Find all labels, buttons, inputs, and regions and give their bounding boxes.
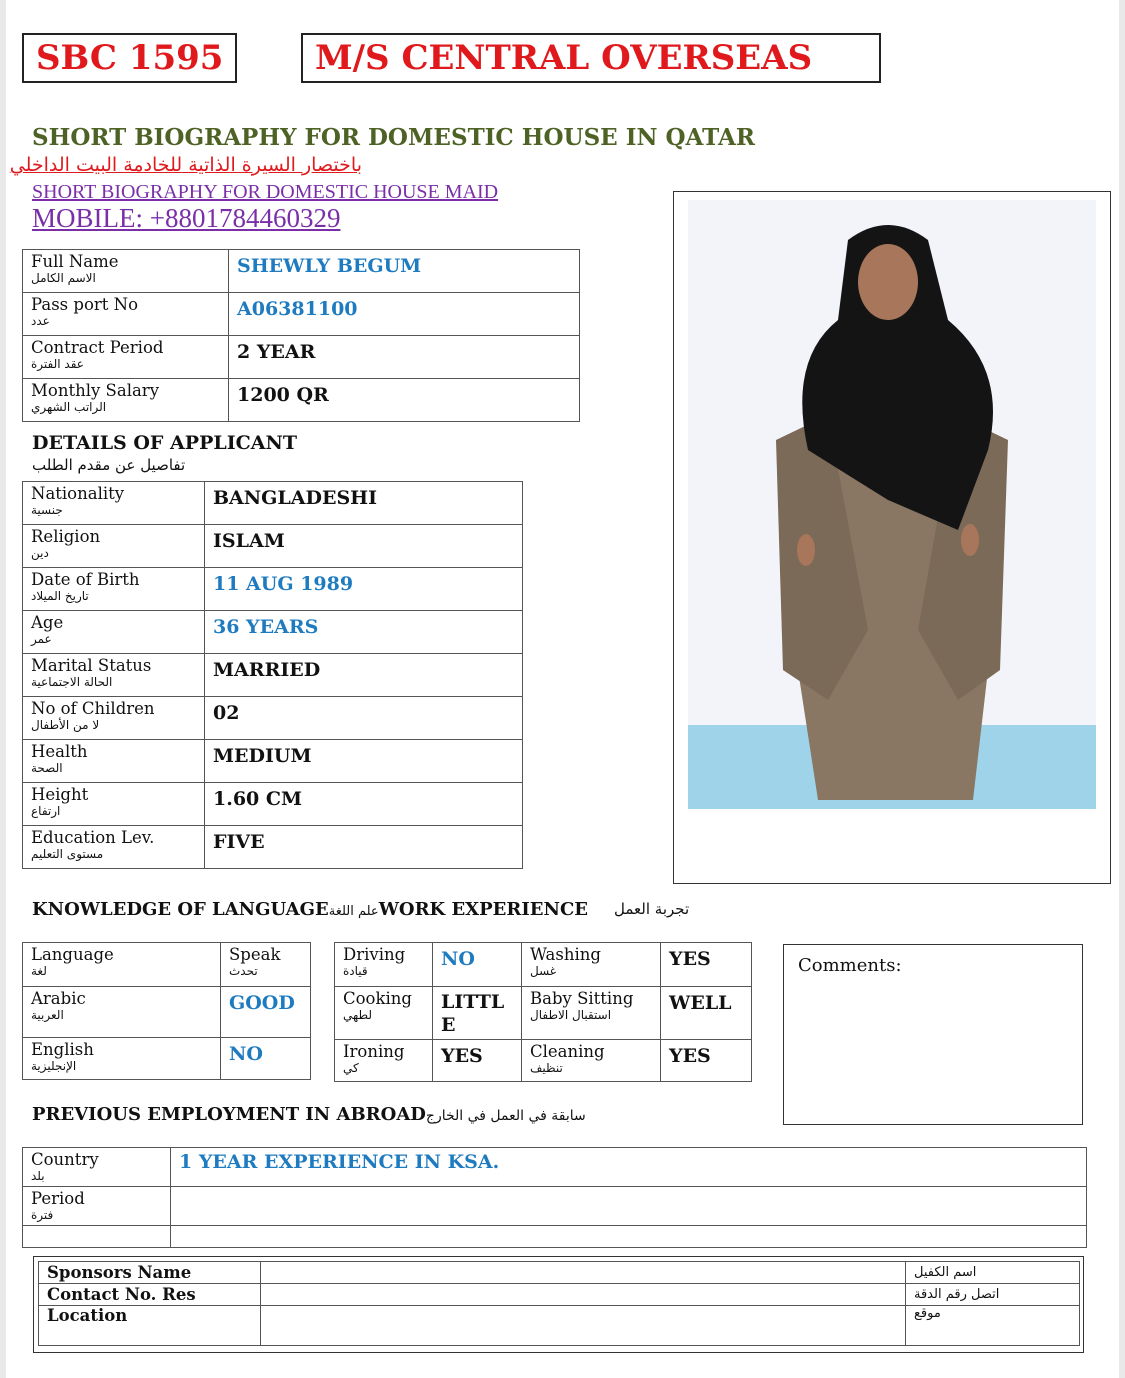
basic-info-value-cell: [229, 250, 580, 293]
work-row: [335, 943, 752, 987]
basic-info-row: [23, 293, 580, 336]
skill-value: YES: [669, 948, 711, 970]
applicant-detail-value-cell: [205, 525, 523, 568]
language-level: GOOD: [229, 992, 295, 1014]
applicant-detail-row: [23, 783, 523, 826]
skill-label-arabic: استقبال الاطفال: [530, 1008, 612, 1022]
basic-info-label-arabic: الاسم الكامل: [31, 271, 96, 285]
location-label: Location: [39, 1306, 261, 1346]
language-heading: KNOWLEDGE OF LANGUAGEعلم اللغةWORK EXPERIENCE: [32, 899, 588, 920]
previous-employment-heading: PREVIOUS EMPLOYMENT IN ABROADسابقة في العمل في الخارج: [32, 1104, 586, 1125]
language-level: NO: [229, 1043, 263, 1065]
applicant-detail-value-cell: [205, 826, 523, 869]
applicant-detail-label-arabic: دين: [31, 546, 49, 560]
skill-label-arabic: تنظيف: [530, 1061, 563, 1075]
basic-info-table: [22, 249, 580, 422]
basic-info-label-cell: [23, 250, 229, 293]
skill-label-arabic: لطهي: [343, 1008, 373, 1022]
applicant-detail-row: [23, 740, 523, 783]
applicant-detail-label-arabic: عمر: [31, 632, 52, 646]
applicant-detail-label-cell: [23, 783, 205, 826]
applicant-detail-value: 36 YEARS: [213, 616, 319, 638]
sponsor-name-label-arabic: اسم الكفيل: [906, 1262, 1080, 1284]
applicant-detail-row: [23, 654, 523, 697]
page-right-edge: [1119, 0, 1125, 1378]
period-label: Period: [31, 1189, 85, 1208]
language-name: English: [31, 1040, 94, 1059]
previous-row: [23, 1148, 1087, 1187]
speak-column-label: Speak: [229, 945, 281, 964]
applicant-photo-illustration: [688, 200, 1096, 809]
applicant-detail-value-cell: [205, 740, 523, 783]
basic-info-value-cell: [229, 379, 580, 422]
skill-label: Baby Sitting: [530, 989, 634, 1008]
period-label-arabic: فترة: [31, 1208, 54, 1222]
sponsor-box: [33, 1256, 1084, 1353]
applicant-detail-row: [23, 826, 523, 869]
contact-label: Contact No. Res: [39, 1284, 261, 1306]
applicant-detail-label: Nationality: [31, 484, 125, 503]
language-name: Arabic: [31, 989, 86, 1008]
skill-label: Washing: [530, 945, 601, 964]
applicant-detail-label-cell: [23, 740, 205, 783]
skill-label: Cleaning: [530, 1042, 605, 1061]
sponsor-row: [39, 1262, 1080, 1284]
basic-info-label-cell: [23, 336, 229, 379]
applicant-detail-value: MARRIED: [213, 659, 321, 681]
work-row: [335, 987, 752, 1040]
applicant-detail-row: [23, 611, 523, 654]
skill-label-arabic: غسل: [530, 964, 557, 978]
applicant-detail-label-cell: [23, 697, 205, 740]
applicant-detail-row: [23, 568, 523, 611]
applicant-detail-row: [23, 697, 523, 740]
sponsor-table: [38, 1261, 1080, 1346]
applicant-detail-row: [23, 525, 523, 568]
applicant-detail-label-arabic: مستوى التعليم: [31, 847, 104, 861]
basic-info-value: 2 YEAR: [237, 341, 316, 363]
location-field[interactable]: [261, 1306, 906, 1346]
applicant-detail-label-cell: [23, 482, 205, 525]
comments-box[interactable]: [783, 944, 1083, 1125]
previous-employment-table: [22, 1147, 1087, 1248]
sponsor-name-field[interactable]: [261, 1262, 906, 1284]
speak-column-label-arabic: تحدث: [229, 964, 258, 978]
basic-info-label: Monthly Salary: [31, 381, 160, 400]
skill-label-arabic: قيادة: [343, 964, 368, 978]
applicant-detail-label: No of Children: [31, 699, 155, 718]
skill-label: Cooking: [343, 989, 412, 1008]
subtitle: SHORT BIOGRAPHY FOR DOMESTIC HOUSE MAID: [32, 181, 499, 203]
applicant-detail-label: Health: [31, 742, 88, 761]
applicant-detail-label: Date of Birth: [31, 570, 140, 589]
basic-info-label-cell: [23, 293, 229, 336]
contact-label-arabic: اتصل رقم الدقة: [906, 1284, 1080, 1306]
language-name-arabic: العربية: [31, 1008, 64, 1022]
applicant-detail-value: 02: [213, 702, 240, 724]
country-value: 1 YEAR EXPERIENCE IN KSA.: [179, 1151, 500, 1173]
applicant-detail-label: Age: [31, 613, 64, 632]
applicant-heading-arabic: تفاصيل عن مقدم الطلب: [32, 456, 186, 474]
previous-row-empty: [23, 1226, 1087, 1248]
applicant-detail-value-cell: [205, 568, 523, 611]
basic-info-row: [23, 379, 580, 422]
applicant-detail-value: BANGLADESHI: [213, 487, 378, 509]
sponsor-name-label: Sponsors Name: [39, 1262, 261, 1284]
reference-code-box: SBC 1595: [22, 33, 237, 83]
skill-value: NO: [441, 948, 475, 970]
work-heading-arabic: تجربة العمل: [614, 900, 690, 918]
basic-info-row: [23, 336, 580, 379]
basic-info-row: [23, 250, 580, 293]
skill-value: YES: [669, 1045, 711, 1067]
location-label-arabic: موقع: [906, 1306, 1080, 1346]
skill-value: LITTLE: [441, 991, 505, 1036]
applicant-detail-label-cell: [23, 654, 205, 697]
applicant-detail-value-cell: [205, 654, 523, 697]
language-header-row: [23, 943, 311, 987]
applicant-photo: [688, 200, 1096, 809]
applicant-detail-label-cell: [23, 826, 205, 869]
mobile-number: MOBILE: +8801784460329: [32, 203, 341, 233]
applicant-detail-label: Height: [31, 785, 89, 804]
applicant-detail-label-cell: [23, 611, 205, 654]
basic-info-value: 1200 QR: [237, 384, 329, 406]
page-left-edge: [0, 0, 6, 1378]
main-title: SHORT BIOGRAPHY FOR DOMESTIC HOUSE IN QATAR: [32, 124, 755, 151]
applicant-heading: DETAILS OF APPLICANT: [32, 432, 297, 454]
country-label: Country: [31, 1150, 99, 1169]
basic-info-label-arabic: الراتب الشهري: [31, 400, 107, 414]
work-experience-table: [334, 942, 752, 1082]
language-row: [23, 1038, 311, 1080]
sponsor-row: [39, 1306, 1080, 1346]
basic-info-label: Full Name: [31, 252, 119, 271]
period-value: [179, 1189, 1078, 1191]
applicant-detail-label-arabic: الحالة الاجتماعية: [31, 675, 113, 689]
applicant-detail-label-arabic: تاريخ الميلاد: [31, 589, 89, 603]
applicant-detail-row: [23, 482, 523, 525]
applicant-detail-label: Education Lev.: [31, 828, 155, 847]
applicant-detail-label-cell: [23, 568, 205, 611]
applicant-detail-value-cell: [205, 611, 523, 654]
basic-info-label-arabic: عقد الفترة: [31, 357, 84, 371]
skill-value: YES: [441, 1045, 483, 1067]
applicant-detail-value: 1.60 CM: [213, 788, 303, 810]
applicant-detail-label-arabic: لا من الأطفال: [31, 718, 100, 732]
applicant-detail-value: MEDIUM: [213, 745, 312, 767]
language-column-label: Language: [31, 945, 114, 964]
skill-value: WELL: [669, 992, 732, 1014]
basic-info-value-cell: [229, 293, 580, 336]
basic-info-label: Contract Period: [31, 338, 164, 357]
applicant-detail-label-arabic: جنسية: [31, 503, 63, 517]
applicant-detail-value: ISLAM: [213, 530, 285, 552]
work-row: [335, 1040, 752, 1082]
country-label-arabic: بلد: [31, 1169, 45, 1183]
arabic-title: باختصار السيرة الذاتية للخادمة البيت الداخلي: [9, 154, 362, 176]
basic-info-value: SHEWLY BEGUM: [237, 255, 422, 277]
applicant-details-table: [22, 481, 523, 869]
skill-label-arabic: كي: [343, 1061, 359, 1075]
applicant-detail-value-cell: [205, 482, 523, 525]
applicant-detail-label-arabic: الصحة: [31, 761, 63, 775]
basic-info-label-cell: [23, 379, 229, 422]
basic-info-label-arabic: عدد: [31, 314, 50, 328]
basic-info-label: Pass port No: [31, 295, 139, 314]
language-row: [23, 987, 311, 1038]
skill-label: Driving: [343, 945, 406, 964]
language-column-label-arabic: لغة: [31, 964, 47, 978]
contact-field[interactable]: [261, 1284, 906, 1306]
comments-label: Comments:: [798, 955, 902, 976]
applicant-detail-label-arabic: ارتفاع: [31, 804, 61, 818]
basic-info-value: A06381100: [237, 298, 358, 320]
applicant-detail-label: Religion: [31, 527, 101, 546]
applicant-detail-value: 11 AUG 1989: [213, 573, 354, 595]
photo-frame: [673, 191, 1111, 884]
basic-info-value-cell: [229, 336, 580, 379]
applicant-detail-value-cell: [205, 697, 523, 740]
applicant-detail-label-cell: [23, 525, 205, 568]
applicant-detail-label: Marital Status: [31, 656, 152, 675]
skill-label: Ironing: [343, 1042, 405, 1061]
language-table: [22, 942, 311, 1080]
previous-row: [23, 1187, 1087, 1226]
applicant-detail-value-cell: [205, 783, 523, 826]
applicant-detail-value: FIVE: [213, 831, 265, 853]
agency-name-box: M/S CENTRAL OVERSEAS: [301, 33, 881, 83]
language-name-arabic: الإنجليزية: [31, 1059, 77, 1073]
sponsor-row: [39, 1284, 1080, 1306]
